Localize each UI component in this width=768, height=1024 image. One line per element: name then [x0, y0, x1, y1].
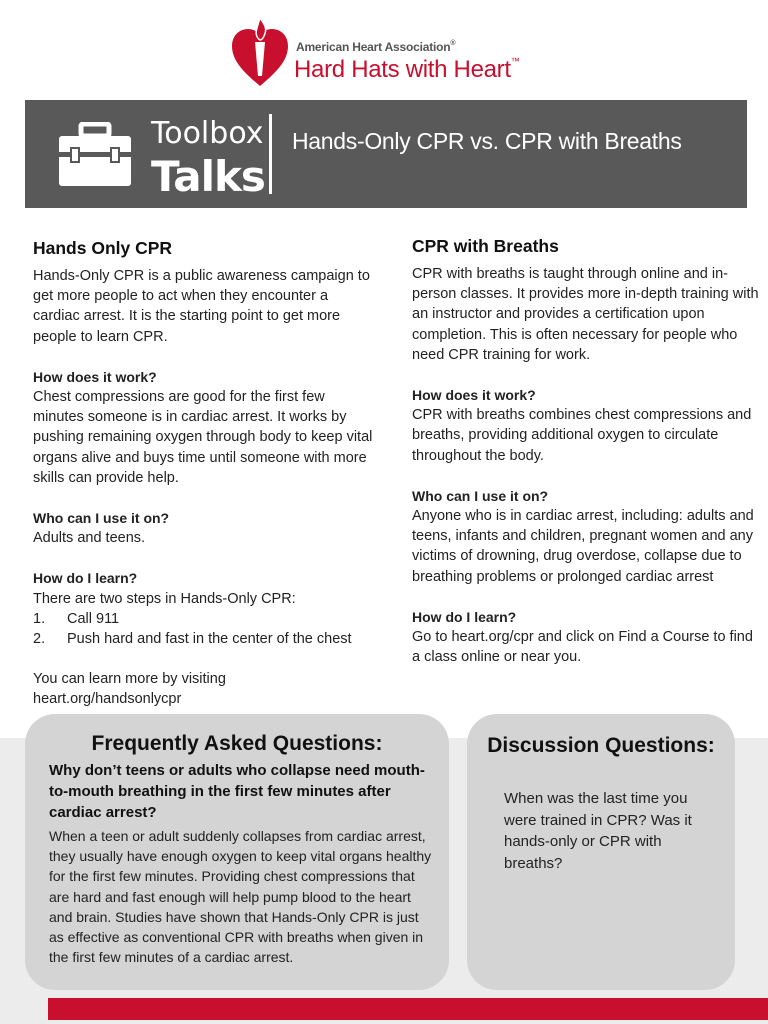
banner-title-bottom: Talks [151, 152, 265, 201]
hands-only-a2: Adults and teens. [33, 530, 146, 547]
cpr-breaths-heading: CPR with Breaths [412, 236, 559, 256]
hands-only-a1: Chest compressions are good for the first few minutes someone is in cardiac arrest. It works by pushing remaining oxygen through body to keep vital organs alive and buys time until someone with more skills can provide help. [33, 389, 373, 486]
hands-only-q1: How does it work? [33, 368, 157, 385]
cpr-breaths-intro: CPR with breaths is taught through online and in-person classes. It provides more in-depth training with an instructor and provides a certification upon completion. This is often necessary for people who need CPR training for work. [412, 266, 759, 363]
hands-only-intro: Hands-Only CPR is a public awareness campaign to get more people to act when they encounter a cardiac arrest. It is the starting point to get more people to learn CPR. [33, 268, 370, 345]
hands-only-q3: How do I learn? [33, 570, 138, 587]
faq-question: Why don’t teens or adults who collapse need mouth-to-mouth breathing in the first few minutes after cardiac arrest? [49, 762, 425, 821]
list-item: 1. Call 911 [33, 610, 120, 627]
list-item: 2. Push hard and fast in the center of the chest [33, 631, 352, 648]
banner-divider [269, 114, 272, 194]
cpr-breaths-a2: Anyone who is in cardiac arrest, including: adults and teens, infants and children, pregnant women and any victims of drowning, drug overdose, collapse due to breathing problems or prolonged cardiac arrest [412, 508, 754, 585]
learn-more-text: You can learn more by visiting [33, 671, 226, 688]
faq-panel [25, 714, 449, 990]
footer-red-bar [48, 998, 768, 1020]
cpr-breaths-q2: Who can I use it on? [412, 487, 549, 504]
banner-title-top: Toolbox [151, 116, 264, 151]
learn-more-link: heart.org/handsonlycpr [33, 691, 182, 708]
discussion-panel [467, 714, 735, 990]
org-name: American Heart Association® [296, 40, 456, 54]
faq-answer: When a teen or adult suddenly collapses from cardiac arrest, they usually have enough oxygen to keep vital organs healthy for the first few minutes. Providing chest compressions that are hard and fast enough will help pump blood to the heart and brain. Studies have shown that Hands-Only CPR is just as effective as conventional CPR with breaths when given in the first few minutes of a cardiac arrest. [49, 828, 432, 966]
cpr-breaths-column [412, 234, 762, 667]
cpr-breaths-q3: How do I learn? [412, 608, 517, 625]
cpr-breaths-q1: How does it work? [412, 387, 536, 404]
hands-only-a3: There are two steps in Hands-Only CPR: [33, 590, 296, 607]
discussion-heading: Discussion Questions: [487, 734, 715, 757]
header-banner [25, 100, 747, 208]
banner-subject: Hands-Only CPR vs. CPR with Breaths [292, 128, 682, 154]
program-name: Hard Hats with Heart™ [294, 56, 520, 83]
faq-heading: Frequently Asked Questions: [91, 732, 383, 755]
toolbox-icon [57, 122, 133, 188]
discussion-question: When was the last time you were trained in CPR? Was it hands-only or CPR with breaths? [504, 790, 692, 872]
heart-torch-icon [228, 14, 292, 90]
hands-only-column [33, 236, 378, 710]
cpr-breaths-a1: CPR with breaths combines chest compressions and breaths, providing additional oxygen to circulate throughout the body. [412, 407, 752, 464]
aha-logo [228, 12, 548, 92]
hands-only-q2: Who can I use it on? [33, 510, 170, 527]
hands-only-heading: Hands Only CPR [33, 238, 173, 258]
steps-list [33, 609, 378, 649]
cpr-breaths-a3: Go to heart.org/cpr and click on Find a Course to find a class online or near you. [412, 629, 753, 666]
